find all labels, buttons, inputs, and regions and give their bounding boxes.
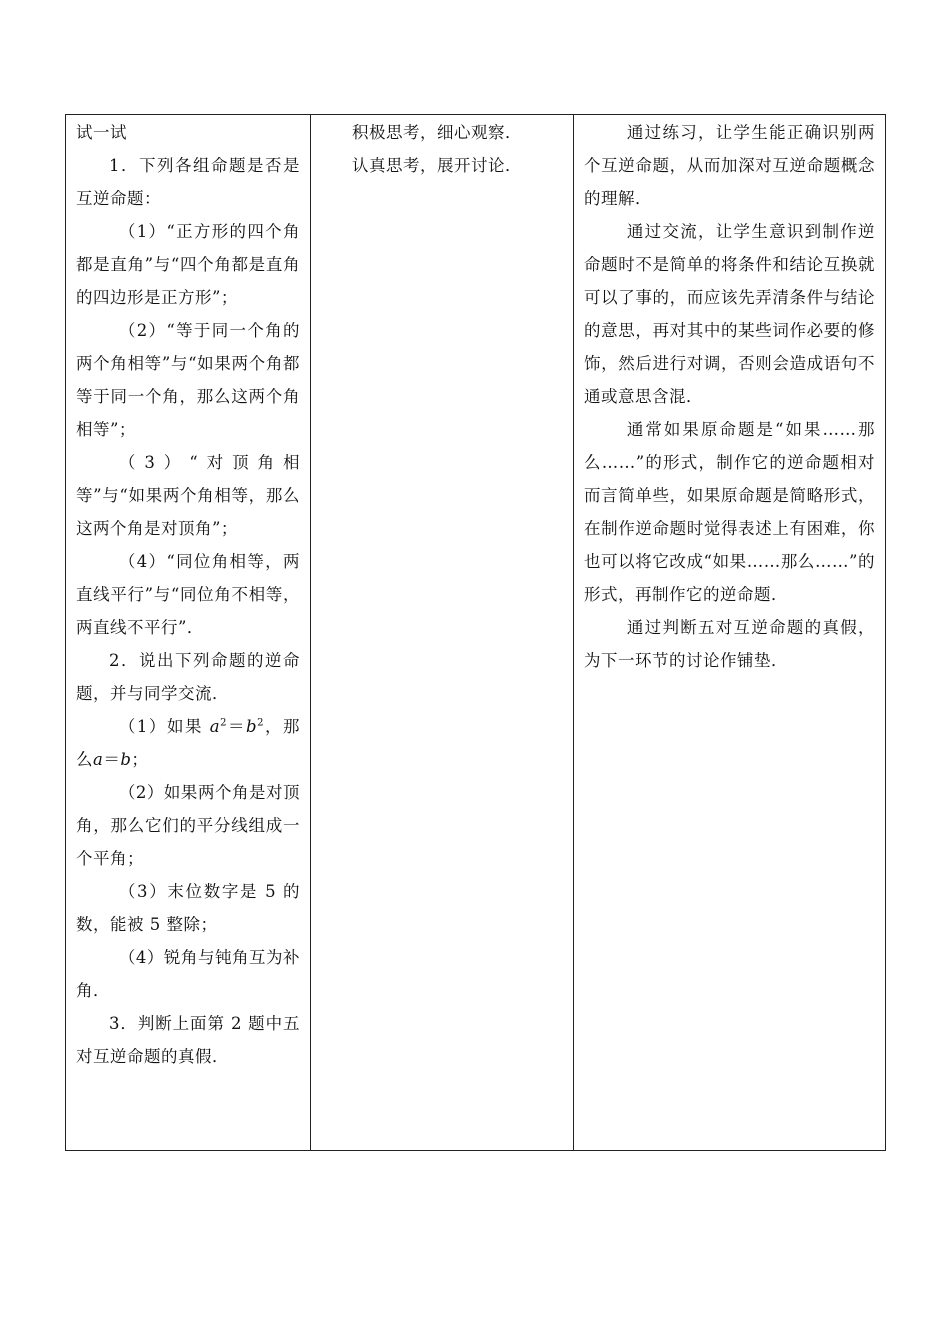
design-intent-content — [574, 115, 885, 677]
superscript: 2 — [257, 717, 264, 729]
equals-sign: ＝ — [226, 717, 247, 736]
question-2-item-4: （4）锐角与钝角互为补角． — [76, 948, 300, 1000]
question-1-item-3: （3）“对顶角相等”与“如果两个角相等，那么这两个角是对顶角”； — [76, 453, 300, 538]
superscript: 2 — [220, 717, 227, 729]
question-3: 3．判断上面第 2 题中五对互逆命题的真假． — [76, 1014, 300, 1066]
equals-sign: ＝ — [103, 750, 121, 769]
question-1-item-2: （2）“等于同一个角的两个角相等”与“如果两个角都等于同一个角，那么这两个角相等”； — [76, 321, 300, 439]
student-activity-cell — [311, 115, 574, 1151]
section-title: 试一试 — [76, 123, 127, 142]
text-fragment: （1）如果 — [118, 717, 210, 736]
lesson-table — [65, 114, 886, 1151]
math-var: a — [209, 717, 221, 736]
activity-cell — [66, 115, 311, 1151]
student-line-1: 积极思考，细心观察． — [352, 123, 522, 142]
intent-paragraph-4: 通过判断五对互逆命题的真假，为下一环节的讨论作铺垫． — [584, 618, 875, 670]
intent-paragraph-1: 通过练习，让学生能正确识别两个互逆命题，从而加深对互逆命题概念的理解． — [584, 123, 875, 208]
design-intent-cell — [574, 115, 886, 1151]
question-1: 1．下列各组命题是否是互逆命题： — [76, 156, 300, 208]
text-fragment: ，那么 — [76, 717, 301, 769]
intent-paragraph-2: 通过交流，让学生意识到制作逆命题时不是简单的将条件和结论互换就可以了事的，而应该先弄清条件与结论的意思，再对其中的某些词作必要的修饰，然后进行对调，否则会造成语句不通或意思含混． — [584, 222, 875, 406]
math-var: b — [120, 750, 132, 769]
table-row — [66, 115, 886, 1151]
student-activity-content — [311, 115, 573, 182]
activity-content — [66, 115, 310, 1073]
question-2-item-3: （3）末位数字是 5 的数，能被 5 整除； — [76, 882, 300, 934]
question-2-item-2: （2）如果两个角是对顶角，那么它们的平分线组成一个平角； — [76, 783, 300, 868]
math-var: a — [93, 750, 104, 769]
text-fragment: ； — [131, 750, 149, 769]
question-1-item-1: （1）“正方形的四个角都是直角”与“四个角都是直角的四边形是正方形”； — [76, 222, 300, 307]
student-line-2: 认真思考，展开讨论． — [352, 156, 522, 175]
question-1-item-4: （4）“同位角相等，两直线平行”与“同位角不相等，两直线不平行”． — [76, 552, 300, 637]
question-2: 2．说出下列命题的逆命题，并与同学交流． — [76, 651, 300, 703]
math-var: b — [246, 717, 258, 736]
intent-paragraph-3: 通常如果原命题是“如果……那么……”的形式，制作它的逆命题相对而言简单些，如果原命题是简略形式，在制作逆命题时觉得表述上有困难，你也可以将它改成“如果……那么……”的形式，再制作它的逆命题． — [584, 420, 875, 604]
question-2-item-1 — [76, 710, 300, 776]
